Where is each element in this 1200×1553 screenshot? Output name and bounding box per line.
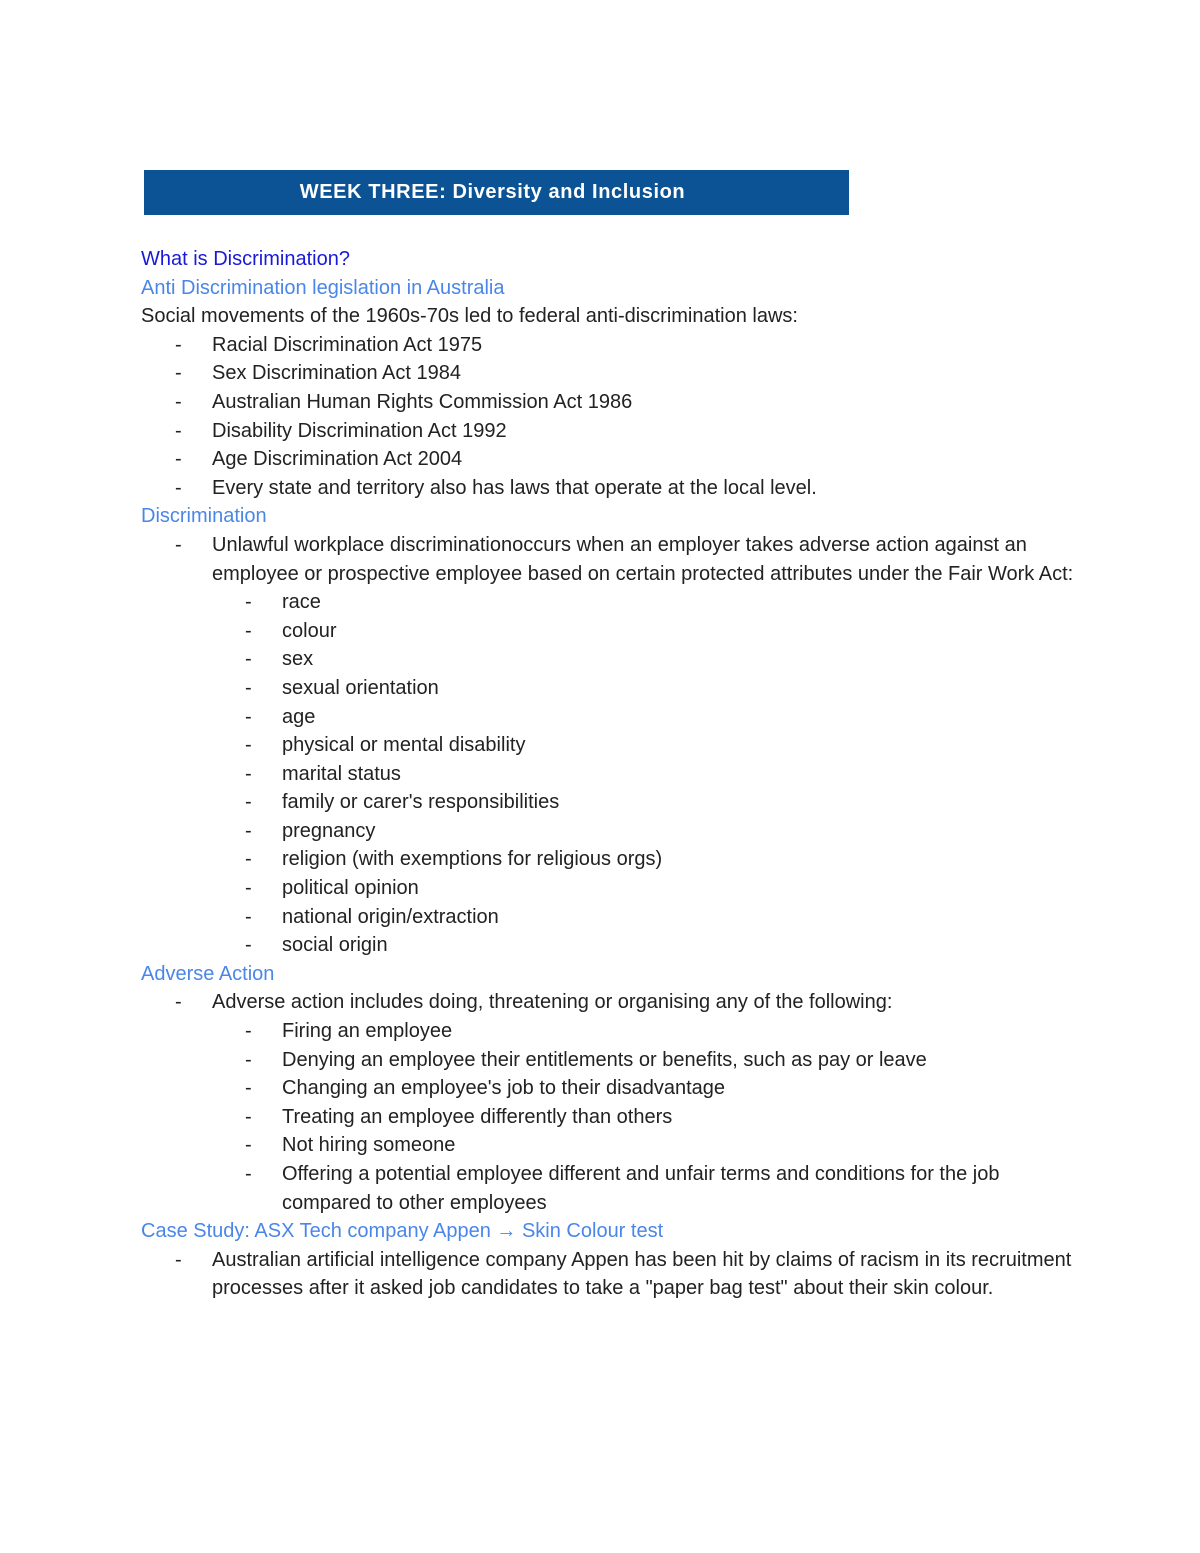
bullet-dash: - <box>245 791 252 814</box>
bullet-dash: - <box>175 419 182 442</box>
list-item: - Treating an employee differently than others <box>141 1103 1081 1132</box>
bullet-dash: - <box>175 362 182 385</box>
list-item: - national origin/extraction <box>141 903 1081 932</box>
bullet-dash: - <box>245 1105 252 1128</box>
bullet-dash: - <box>175 991 182 1014</box>
bullet-dash: - <box>245 1048 252 1071</box>
bullet-dash: - <box>175 533 182 556</box>
list-item: - Sex Discrimination Act 1984 <box>141 359 1081 388</box>
bullet-dash: - <box>245 1077 252 1100</box>
list-item: - marital status <box>141 760 1081 789</box>
heading-discrimination: Discrimination <box>141 505 267 528</box>
bullet-dash: - <box>175 1248 182 1271</box>
protected-attributes-list <box>141 588 1081 960</box>
list-item: - Changing an employee's job to their disadvantage <box>141 1074 1081 1103</box>
list-item: - sex <box>141 645 1081 674</box>
list-item: - Adverse action includes doing, threatening or organising any of the following: <box>141 988 1081 1017</box>
bullet-dash: - <box>245 591 252 614</box>
list-item: - Offering a potential employee different and unfair terms and conditions for the job compared to other employees <box>141 1160 1081 1217</box>
case-study-list <box>141 1246 1081 1303</box>
list-item: - religion (with exemptions for religious orgs) <box>141 845 1081 874</box>
list-item: - Australian artificial intelligence company Appen has been hit by claims of racism in its recruitment processes after it asked job candidates to take a "paper bag test" about their skin colour. <box>141 1246 1081 1303</box>
list-item: - pregnancy <box>141 817 1081 846</box>
heading-legislation: Anti Discrimination legislation in Australia <box>141 276 505 299</box>
list-item: - Age Discrimination Act 2004 <box>141 445 1081 474</box>
list-item: - Not hiring someone <box>141 1131 1081 1160</box>
banner-title: WEEK THREE: Diversity and Inclusion <box>299 181 686 203</box>
list-item: - social origin <box>141 931 1081 960</box>
list-item: - physical or mental disability <box>141 731 1081 760</box>
bullet-dash: - <box>245 705 252 728</box>
bullet-dash: - <box>245 819 252 842</box>
bullet-dash: - <box>175 448 182 471</box>
list-item: - sexual orientation <box>141 674 1081 703</box>
title-banner <box>144 170 849 215</box>
list-item: - Firing an employee <box>141 1017 1081 1046</box>
legislation-list <box>141 331 1081 503</box>
bullet-dash: - <box>175 333 182 356</box>
bullet-dash: - <box>245 1134 252 1157</box>
document-body <box>141 245 1081 1303</box>
list-item: - Racial Discrimination Act 1975 <box>141 331 1081 360</box>
bullet-dash: - <box>245 1163 252 1185</box>
heading-case-study: Case Study: ASX Tech company Appen → Skin Colour test <box>141 1220 664 1243</box>
adverse-action-list <box>141 988 1081 1017</box>
legislation-intro: Social movements of the 1960s-70s led to federal anti-discrimination laws: <box>141 305 798 328</box>
bullet-dash: - <box>245 619 252 642</box>
bullet-dash: - <box>245 905 252 928</box>
list-item: - Every state and territory also has laws that operate at the local level. <box>141 474 1081 503</box>
list-item: - Denying an employee their entitlements or benefits, such as pay or leave <box>141 1046 1081 1075</box>
bullet-dash: - <box>245 648 252 671</box>
bullet-dash: - <box>245 848 252 871</box>
bullet-dash: - <box>175 476 182 499</box>
bullet-dash: - <box>245 1020 252 1043</box>
bullet-dash: - <box>245 734 252 757</box>
list-item: - Unlawful workplace discriminationoccurs when an employer takes adverse action against an employee or prospective employee based on certain protected attributes under the Fair Work Act: <box>141 531 1081 588</box>
adverse-action-sublist <box>141 1017 1081 1217</box>
bullet-dash: - <box>175 390 182 413</box>
list-item: - colour <box>141 617 1081 646</box>
heading-what-is-discrimination: What is Discrimination? <box>141 248 350 270</box>
list-item: - Australian Human Rights Commission Act 1986 <box>141 388 1081 417</box>
list-item: - political opinion <box>141 874 1081 903</box>
bullet-dash: - <box>245 934 252 957</box>
discrimination-list <box>141 531 1081 588</box>
bullet-dash: - <box>245 762 252 785</box>
list-item: - family or carer's responsibilities <box>141 788 1081 817</box>
list-item: - race <box>141 588 1081 617</box>
list-item: - age <box>141 703 1081 732</box>
bullet-dash: - <box>245 676 252 699</box>
heading-adverse-action: Adverse Action <box>141 962 275 985</box>
list-item: - Disability Discrimination Act 1992 <box>141 417 1081 446</box>
bullet-dash: - <box>245 877 252 900</box>
